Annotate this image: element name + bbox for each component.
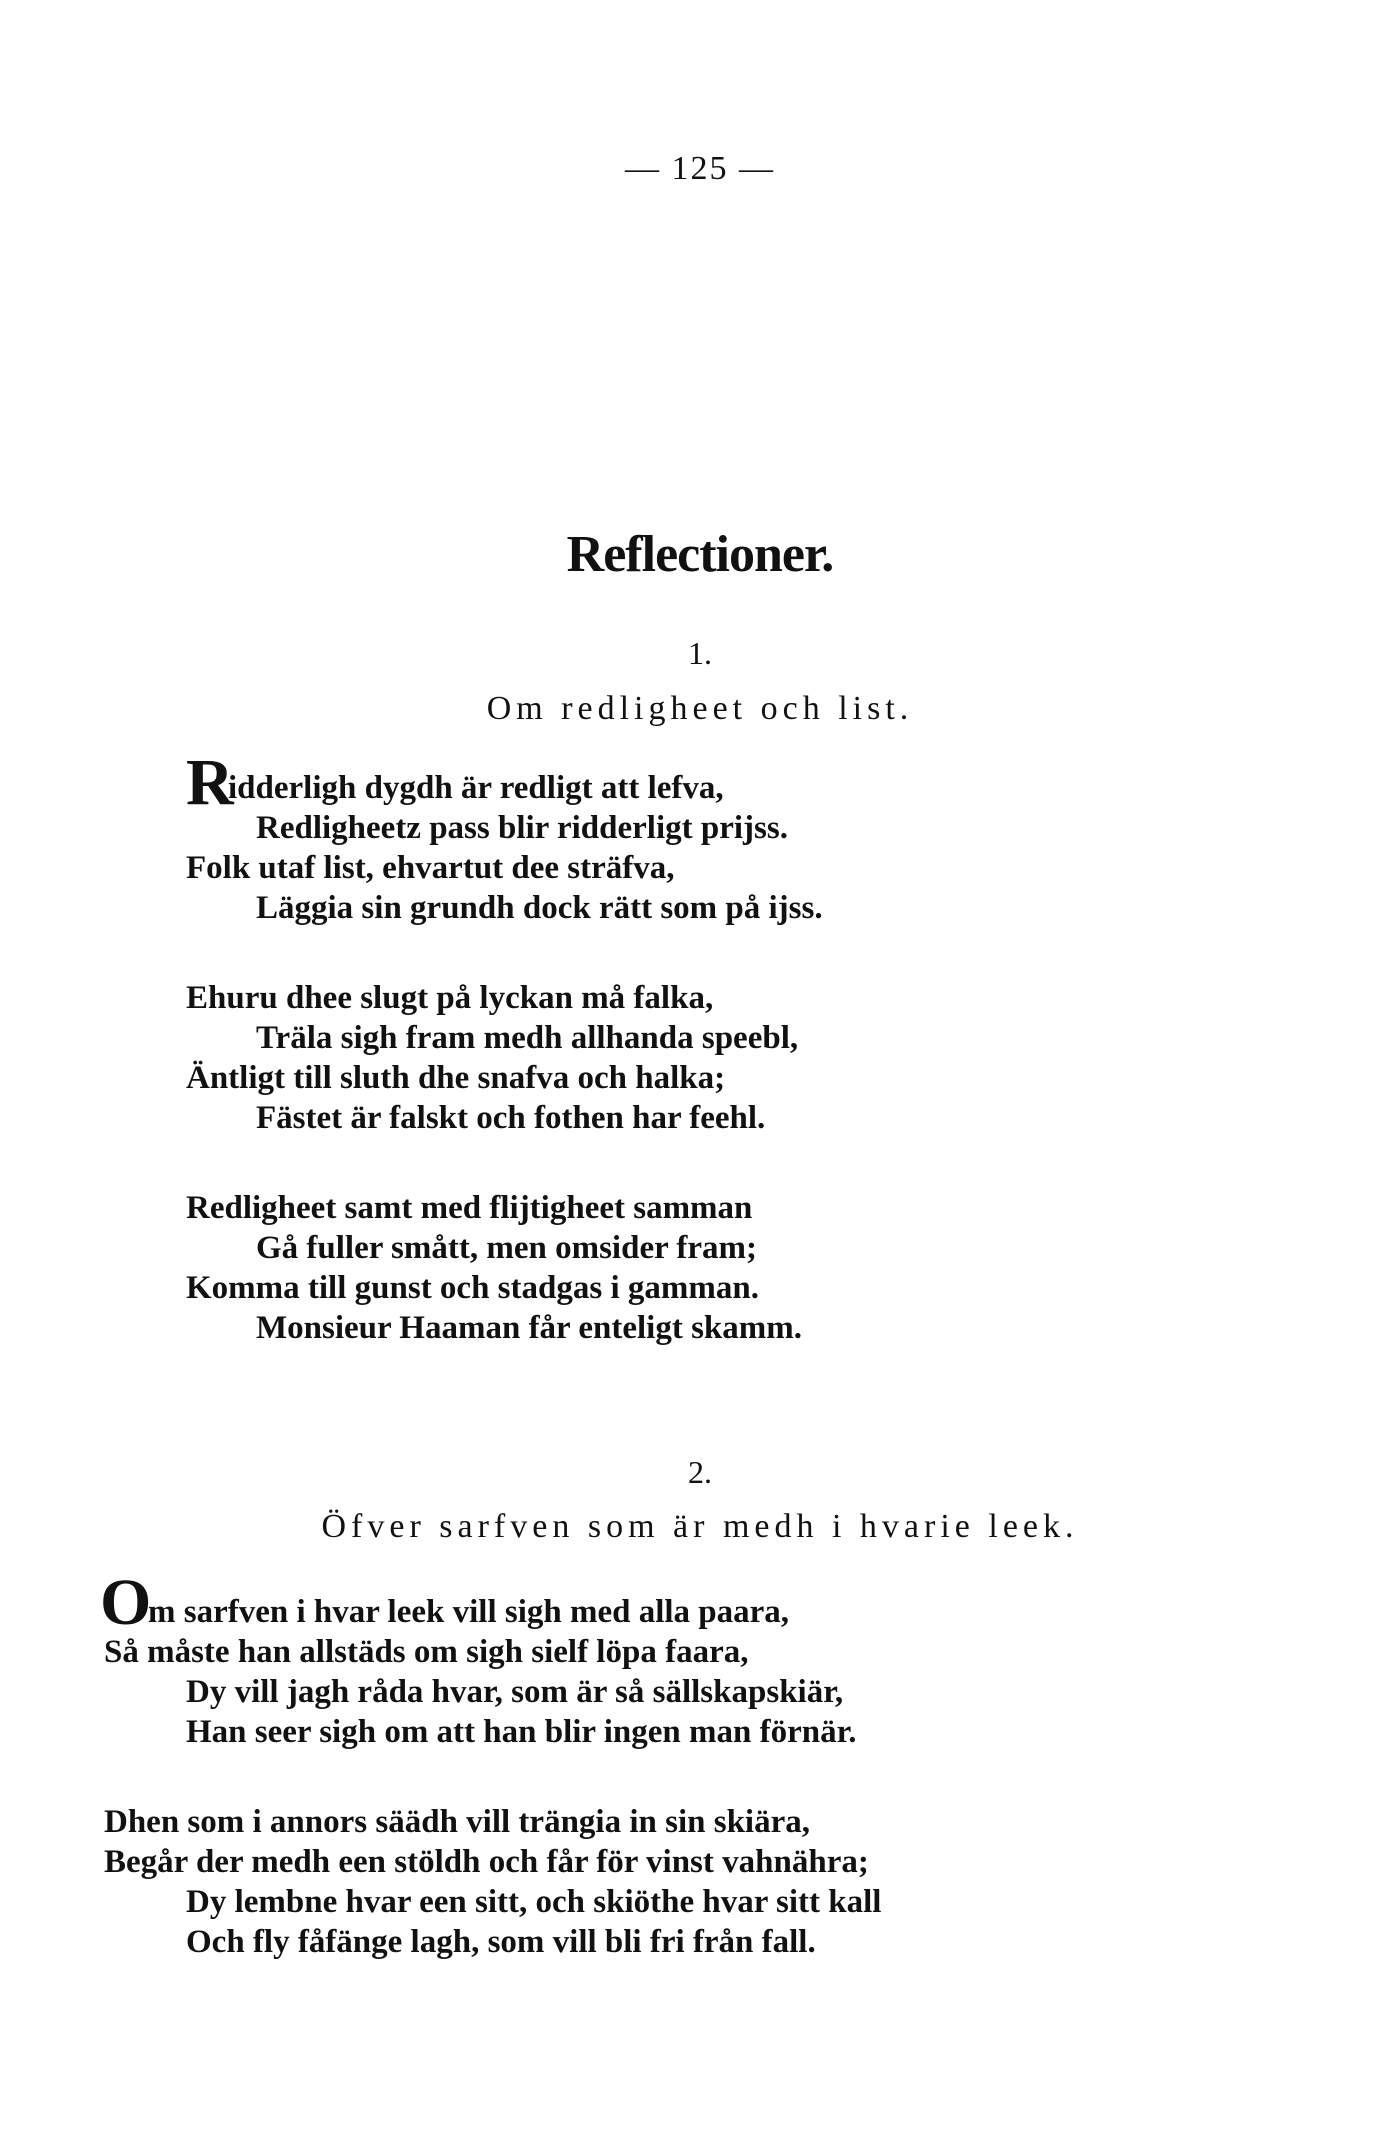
poem-2-heading: Öfver sarfven som är medh i hvarie leek. [321, 1508, 1079, 1545]
verse-line: m sarfven i hvar leek vill sigh med alla paara, [148, 1594, 790, 1630]
page-number: — 125 — [625, 150, 775, 187]
verse-line: Han seer sigh om att han blir ingen man förnär. [186, 1714, 857, 1750]
verse-line: Monsieur Haaman får enteligt skamm. [256, 1310, 802, 1346]
verse-line: Komma till gunst och stadgas i gamman. [186, 1270, 759, 1306]
poem-2-number: 2. [688, 1454, 712, 1490]
verse-line: Ehuru dhee slugt på lyckan må falka, [186, 980, 714, 1016]
page-title: Reflectioner. [566, 526, 834, 583]
verse-line: Redligheetz pass blir ridderligt prijss. [256, 810, 788, 846]
poem-1-heading: Om redligheet och list. [486, 690, 914, 727]
verse-line: Folk utaf list, ehvartut dee sträfva, [186, 850, 675, 886]
verse-line: Begår der medh een stöldh och får för vinst vahnähra; [104, 1844, 869, 1880]
verse-line: Dy lembne hvar een sitt, och skiöthe hvar sitt kall [186, 1884, 882, 1920]
verse-line: Redligheet samt med flijtigheet samman [186, 1190, 753, 1226]
verse-line: Fästet är falskt och fothen har feehl. [256, 1100, 766, 1136]
verse-line: Träla sigh fram medh allhanda speebl, [256, 1020, 799, 1056]
drop-cap-o: O [100, 1566, 152, 1639]
verse-line: Läggia sin grundh dock rätt som på ijss. [256, 890, 823, 926]
verse-line: Gå fuller smått, men omsider fram; [256, 1230, 758, 1266]
verse-line: Dy vill jagh råda hvar, som är så sällskapskiär, [186, 1674, 844, 1710]
poem-1-number: 1. [688, 635, 712, 671]
verse-line: Äntligt till sluth dhe snafva och halka; [186, 1060, 726, 1096]
drop-cap-r: R [186, 746, 234, 819]
verse-line: Dhen som i annors säädh vill trängia in sin skiära, [104, 1804, 810, 1840]
verse-line: Och fly fåfänge lagh, som vill bli fri från fall. [186, 1924, 816, 1960]
verse-line: idderligh dygdh är redligt att lefva, [228, 770, 724, 806]
verse-line: Så måste han allstäds om sigh sielf löpa faara, [104, 1634, 749, 1670]
